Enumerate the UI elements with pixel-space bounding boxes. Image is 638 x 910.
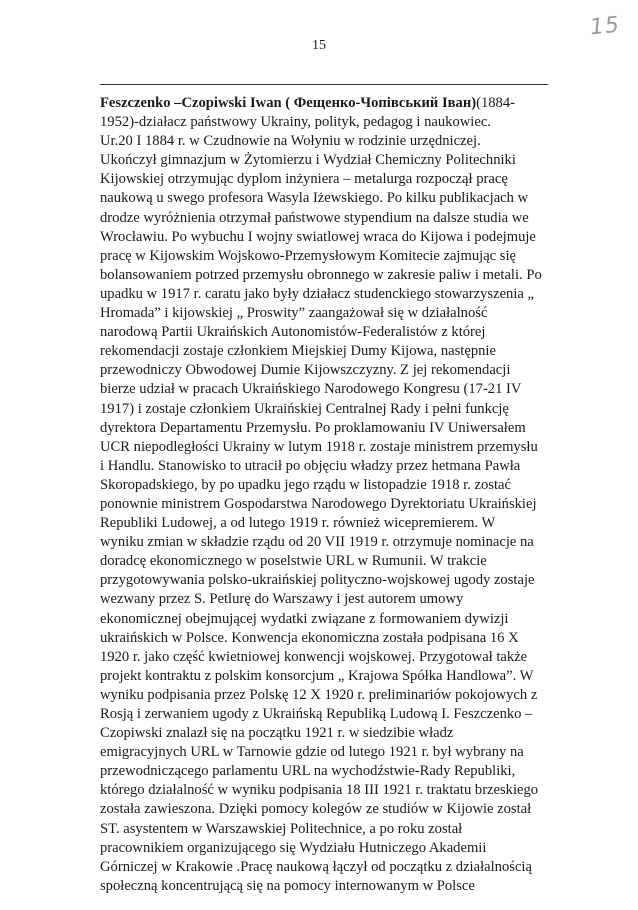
text-line: ST. asystentem w Warszawskiej Politechnice, a po roku został: [100, 820, 463, 837]
text-line: przewodniczącego parlamentu URL na wychodźstwie-Rady Republiki,: [100, 763, 516, 780]
text-lines: [100, 113, 570, 896]
text-line: projekt kontraktu z polskim konsorcjum „ Krajowa Spółka Handlowa”. W: [100, 667, 534, 684]
text-line: upadku w 1917 r. caratu jako były działacz studenckiego stowarzyszenia „: [100, 285, 535, 302]
header-rule: [100, 84, 548, 85]
text-line: pracownikiem organizującego się Wydziału Hutniczego Akademii: [100, 839, 487, 856]
text-line: 1920 r. jako część kwietniowej konwencji wojskowej. Przygotował także: [100, 648, 528, 665]
article-body: [100, 94, 570, 896]
text-line: ukraińskich w Polsce. Konwencja ekonomiczna została podpisana 16 X: [100, 629, 519, 646]
text-line: doradcę ekonomicznego w poselstwie URL w Rumunii. W trakcie: [100, 553, 487, 570]
text-line: przygotowywania polsko-ukraińskiej polityczno-wojskowej ugody zostaje: [100, 572, 535, 589]
text-line: wyniku zmian w składzie rządu od 20 VII 1919 r. otrzymuje nominacje na: [100, 534, 534, 551]
text-line: Górniczej w Krakowie .Pracę naukową łączył od początku z działalnością: [100, 858, 532, 875]
text-line: wezwany przez S. Petlurę do Warszawy i jest autorem umowy: [100, 591, 464, 608]
text-line: Hromada” i kijowskiej „ Proswity” zaangażował się w działalność: [100, 305, 488, 322]
text-line: narodową Partii Ukraińskich Autonomistów-Federalistów z której: [100, 324, 486, 341]
text-line: Ur.20 I 1884 r. w Czudnowie na Wołyniu w rodzinie urzędniczej.: [100, 133, 481, 150]
text-line: bierze udział w pracach Ukraińskiego Narodowego Kongresu (17-21 IV: [100, 381, 522, 398]
text-line: społeczną koncentrującą się na pomocy internowanym w Polsce: [100, 877, 475, 894]
text-line: bolansowaniem potrzed przemysłu obronnego w zakresie paliw i metali. Po: [100, 266, 542, 283]
text-line: 1917) i zostaje członkiem Ukraińskiej Centralnej Rady i pełni funkcję: [100, 400, 509, 417]
text-line: naukową u swego profesora Wasyla Iżewskiego. Po kilku publikacjach w: [100, 190, 529, 207]
text-line: dyrektora Departamentu Przemysłu. Po proklamowaniu IV Uniwersałem: [100, 419, 526, 436]
text-line: Skoropadskiego, by po upadku jego rządu w listopadzie 1918 r. zostać: [100, 476, 511, 493]
text-line: została zawieszona. Dzięki pomocy kolegów ze studiów w Kijowie został: [100, 801, 532, 818]
text-line: Ukończył gimnazjum w Żytomierzu i Wydział Chemiczny Politechniki: [100, 152, 516, 169]
handwritten-page-number: 15: [588, 12, 622, 41]
heading-line: [100, 94, 570, 113]
text-line: rekomendacji zostaje członkiem Miejskiej Dumy Kijowa, następnie: [100, 343, 496, 360]
text-line: i Handlu. Stanowisko to utracił po objęciu władzy przez hetmana Pawła: [100, 457, 521, 474]
text-line: Kijowskiej otrzymując dyplom inżyniera – metalurga rozpoczął pracę: [100, 171, 508, 188]
text-line: którego działalność w wyniku podpisania 18 III 1921 r. traktatu brzeskiego: [100, 782, 539, 799]
text-line: przewodniczy Obwodowej Dumie Kijowszczyzny. Z jej rekomendacji: [100, 362, 511, 379]
text-line: emigracyjnych URL w Tarnowie gdzie od lutego 1921 r. był wybrany na: [100, 744, 524, 761]
page-number: 15: [312, 38, 326, 53]
text-line: wyniku podpisania przez Polskę 12 X 1920 r. preliminariów pokojowych z: [100, 686, 538, 703]
text-line: pracę w Kijowskim Wojskowo-Przemysłowym Komitecie zajmując się: [100, 247, 517, 264]
heading-dates: (1884-: [476, 95, 516, 111]
text-line: Czopiwski znalazł się na początku 1921 r. w siedzibie władz: [100, 725, 454, 742]
text-line: ekonomicznej obejmującej wydatki związane z formowaniem dywizji: [100, 610, 509, 627]
text-line: Republiki Ludowej, a od lutego 1919 r. również wicepremierem. W: [100, 515, 496, 532]
text-line: Rosją i zerwaniem ugody z Ukraińską Republiką Ludową I. Feszczenko –: [100, 706, 533, 722]
text-line: ponownie ministrem Gospodarstwa Narodowego Dyrektoriatu Ukraińskiej: [100, 495, 537, 512]
text-line: UCR niepodległości Ukrainy w lutym 1918 r. zostaje ministrem przemysłu: [100, 438, 538, 455]
text-line: drodze wyróżnienia otrzymał państwowe stypendium na dalsze studia we: [100, 209, 529, 226]
person-name-heading: Feszczenko –Czopiwski Iwan ( Фещенко-Чопівський Іван): [100, 95, 477, 111]
text-line: 1952)-działacz państwowy Ukrainy, polityk, pedagog i naukowiec.: [100, 114, 491, 131]
text-line: Wrocławiu. Po wybuchu I wojny swiatlowej wraca do Kijowa i podejmuje: [100, 228, 536, 245]
